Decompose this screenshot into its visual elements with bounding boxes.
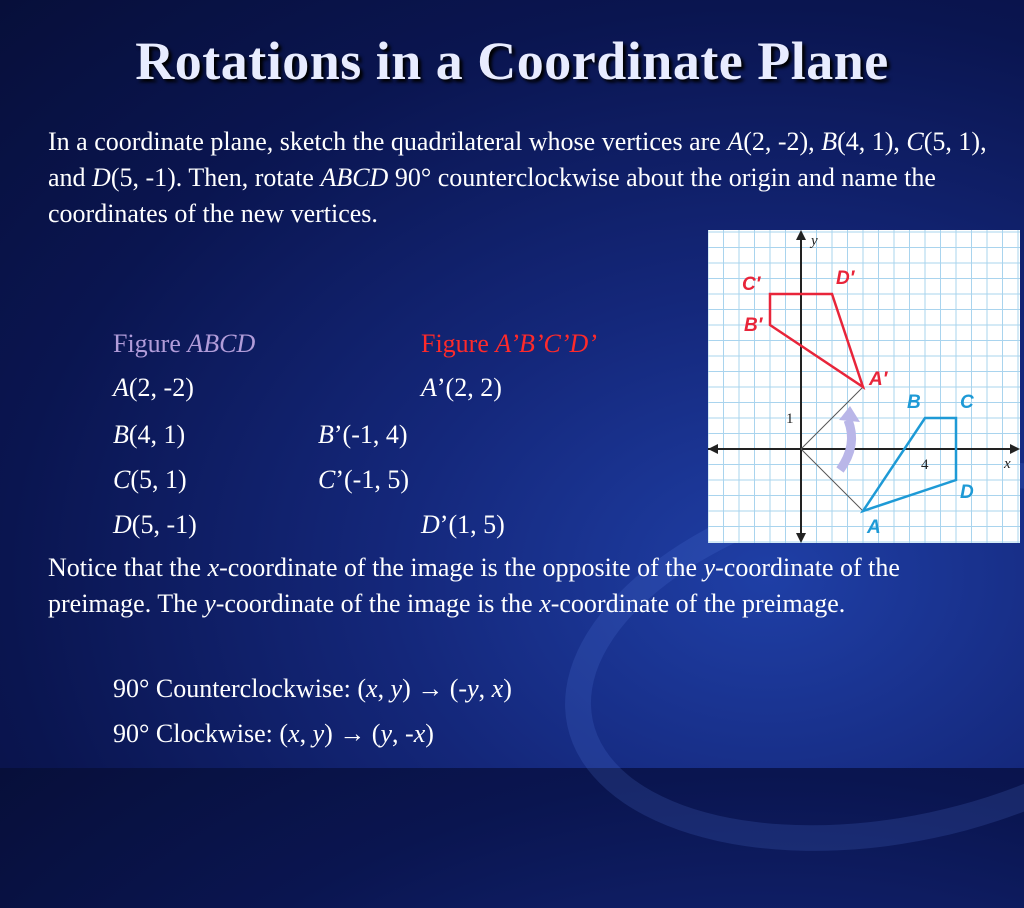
notice-text: -coordinate of the image is the	[215, 589, 540, 618]
image-row-d	[421, 507, 505, 543]
header-figure-name: A’B’C’D’	[495, 329, 597, 358]
preimage-vertex-label: A	[867, 517, 881, 538]
rule-var: x	[413, 719, 426, 748]
intro-var-abcd: ABCD	[320, 163, 389, 192]
header-prefix: Figure	[421, 329, 496, 358]
image-row-b	[318, 417, 408, 453]
notice-paragraph	[48, 550, 968, 622]
image-vertex-label: A′	[869, 369, 888, 390]
rule-counterclockwise	[113, 671, 512, 707]
rule-text: ,	[299, 719, 313, 748]
preimage-vertex-label: B	[907, 392, 921, 413]
preimage-vertex-label: C	[960, 392, 974, 413]
rule-var: y	[312, 719, 325, 748]
notice-var: y	[204, 589, 216, 618]
intro-var-d: D	[92, 163, 111, 192]
notice-var: x	[207, 553, 220, 582]
notice-var: y	[703, 553, 716, 582]
intro-text: 90° counterclockwise about the origin and name the coordinates of the new vertices.	[48, 163, 936, 228]
rule-var: x	[491, 674, 504, 703]
vertex-coords: ’(1, 5)	[439, 510, 505, 539]
coordinate-graph	[708, 230, 1020, 543]
intro-text: (2, -2),	[743, 127, 822, 156]
rule-var: y	[390, 674, 403, 703]
rule-text: )	[503, 674, 512, 703]
vertex-letter: D	[113, 510, 132, 539]
vertex-coords: (5, -1)	[131, 510, 197, 539]
intro-var-c: C	[906, 127, 924, 156]
preimage-row-a	[113, 370, 194, 406]
vertex-letter: B	[318, 420, 334, 449]
vertex-letter: B	[113, 420, 129, 449]
vertex-coords: (5, 1)	[130, 465, 187, 494]
rule-text: )	[425, 719, 434, 748]
y-axis-label: y	[811, 233, 818, 249]
rule-clockwise	[113, 716, 434, 752]
vertex-coords: ’(-1, 5)	[335, 465, 409, 494]
notice-text: -coordinate of the preimage.	[550, 589, 846, 618]
preimage-row-b	[113, 417, 185, 453]
image-vertex-label: C′	[742, 274, 761, 295]
vertex-letter: A	[421, 373, 437, 402]
y-tick-label: 1	[786, 411, 794, 427]
slide-title: Rotations in a Coordinate Plane	[135, 31, 889, 91]
rule-text: ,	[377, 674, 391, 703]
header-figure-name: ABCD	[187, 329, 256, 358]
preimage-vertex-label: D	[960, 482, 974, 503]
preimage-header	[113, 326, 255, 362]
notice-text: -coordinate of the image is the opposite of the	[219, 553, 704, 582]
notice-text: -coordinate of the preimage. The	[48, 553, 900, 618]
image-header	[421, 326, 597, 362]
rule-text: ) → (-	[402, 674, 468, 703]
notice-text: Notice that the	[48, 553, 208, 582]
x-axis-arrow-left	[708, 444, 718, 454]
intro-text: (5, -1). Then, rotate	[110, 163, 321, 192]
x-axis-label: x	[1004, 456, 1011, 472]
intro-var-a: A	[727, 127, 744, 156]
rule-text: ,	[478, 674, 492, 703]
image-row-c	[318, 462, 409, 498]
rule-var: x	[288, 719, 300, 748]
vertex-coords: ’(2, 2)	[436, 373, 502, 402]
rule-var: x	[366, 674, 378, 703]
image-vertex-label: B′	[744, 315, 763, 336]
vertex-letter: D	[421, 510, 440, 539]
rule-var: y	[380, 719, 393, 748]
rule-var: y	[467, 674, 479, 703]
x-tick-label: 4	[921, 457, 929, 473]
rule-text: 90° Counterclockwise: (	[113, 674, 367, 703]
intro-paragraph	[48, 124, 1008, 232]
intro-text: (4, 1),	[837, 127, 907, 156]
intro-var-b: B	[821, 127, 838, 156]
image-row-a	[421, 370, 502, 406]
vertex-coords: (2, -2)	[128, 373, 194, 402]
vertex-letter: C	[113, 465, 131, 494]
intro-text: (5, 1), and	[48, 127, 987, 192]
vertex-letter: C	[318, 465, 336, 494]
preimage-row-d	[113, 507, 197, 543]
rule-text: ) → (	[324, 719, 381, 748]
coordinate-plane	[708, 230, 1020, 543]
notice-var: x	[539, 589, 551, 618]
vertex-coords: ’(-1, 4)	[333, 420, 408, 449]
image-vertex-label: D′	[836, 268, 855, 289]
vertex-letter: A	[113, 373, 129, 402]
rotation-arrow-icon	[840, 420, 852, 470]
header-prefix: Figure	[113, 329, 188, 358]
intro-text: In a coordinate plane, sketch the quadrilateral whose vertices are	[48, 127, 728, 156]
rule-text: , -	[392, 719, 414, 748]
vertex-coords: (4, 1)	[128, 420, 186, 449]
rule-text: 90° Clockwise: (	[113, 719, 289, 748]
preimage-row-c	[113, 462, 187, 498]
